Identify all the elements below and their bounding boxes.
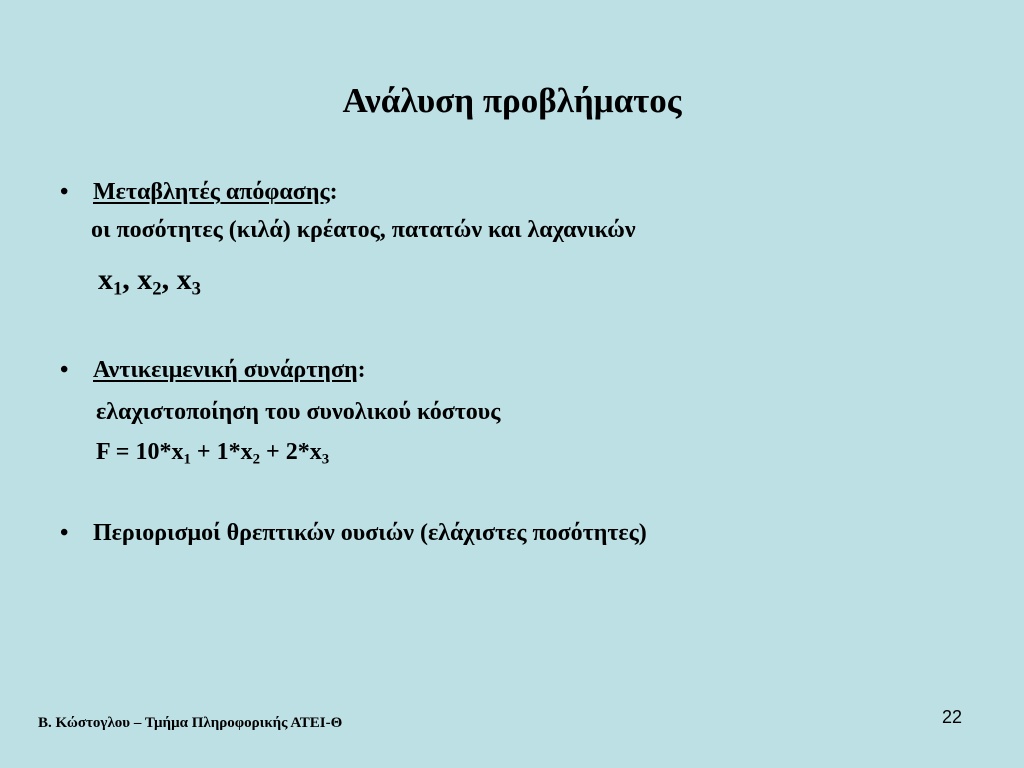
formula-term: $1*x_2$ bbox=[216, 439, 261, 468]
decision-variables-list: $x_1$, $x_2$, $x_3$ bbox=[98, 263, 201, 300]
slide-number: 22 bbox=[941, 707, 962, 727]
bullet-decision-variables bbox=[60, 177, 338, 207]
objective-formula: $F = 10*x_1 + 1*x_2 + 2*x_3$ bbox=[96, 439, 330, 468]
var-x2: $x_2$ bbox=[137, 263, 162, 300]
bullet-icon: • bbox=[60, 357, 69, 383]
heading-colon: : bbox=[357, 357, 366, 383]
footer-author: Β. Κώστογλου – Τμήμα Πληροφορικής ΑΤΕΙ-Θ bbox=[38, 715, 343, 731]
objective-description: ελαχιστοποίηση του συνολικού κόστους bbox=[96, 399, 501, 425]
objective-heading: Αντικειμενική συνάρτηση bbox=[93, 357, 358, 383]
bullet-constraints bbox=[60, 518, 647, 548]
formula-lhs: F = bbox=[96, 439, 136, 465]
decision-variables-heading: Μεταβλητές απόφασης bbox=[93, 179, 330, 205]
bullet-objective-function bbox=[60, 355, 366, 385]
slide-title: Ανάλυση προβλήματος bbox=[342, 81, 682, 120]
decision-variables-description: οι ποσότητες (κιλά) κρέατος, πατατών και λαχανικών bbox=[91, 217, 636, 243]
var-x3: $x_3$ bbox=[176, 263, 201, 300]
formula-term: $2*x_3$ bbox=[285, 439, 330, 468]
var-x1: $x_1$ bbox=[98, 263, 123, 300]
bullet-icon: • bbox=[60, 179, 69, 205]
bullet-icon: • bbox=[60, 520, 69, 546]
constraints-text: Περιορισμοί θρεπτικών ουσιών (ελάχιστες ποσότητες) bbox=[93, 520, 647, 546]
formula-term: $10*x_1$ bbox=[135, 439, 191, 468]
heading-colon: : bbox=[329, 179, 338, 205]
